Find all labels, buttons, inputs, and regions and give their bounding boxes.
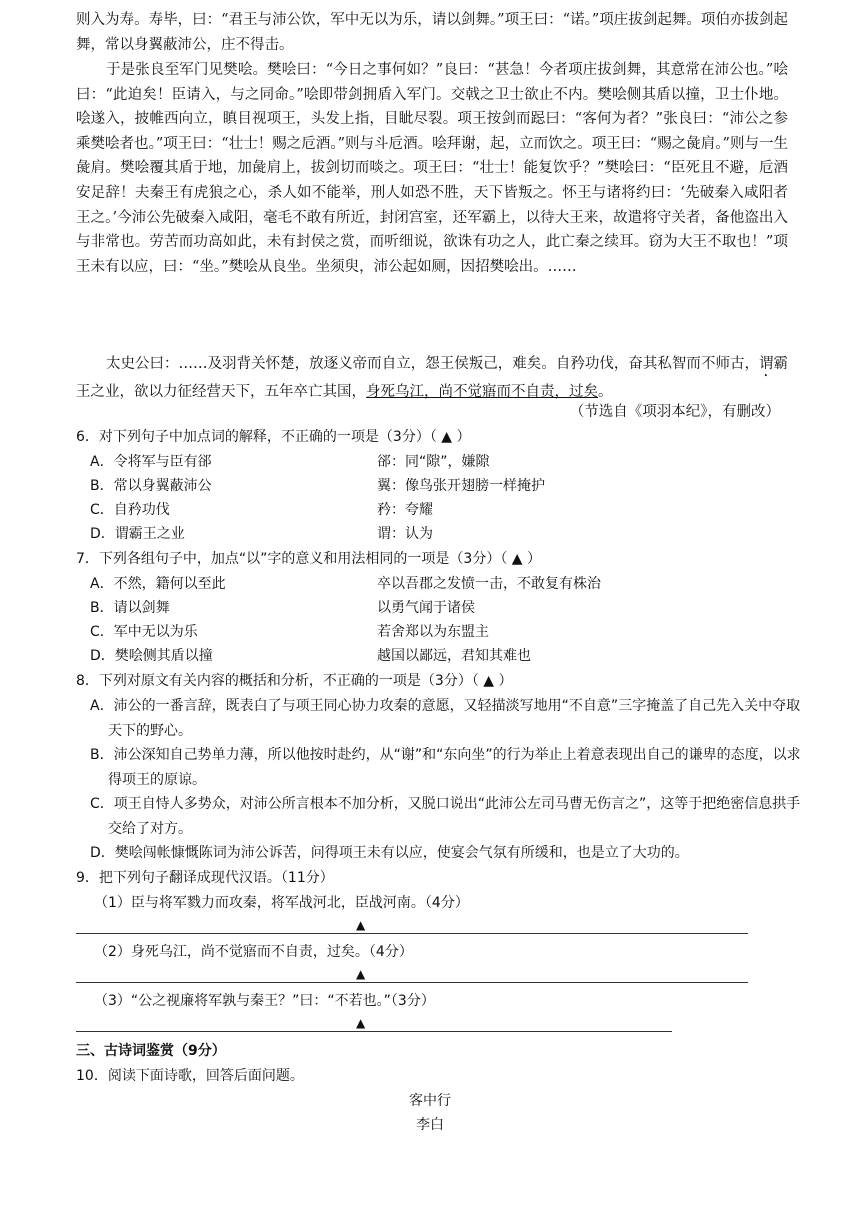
- q8-option-d: D．樊哙闯帐慷慨陈词为沛公诉苦，问得项王未有以应，使宴会气氛有所缓和，也是立了大功的。: [90, 845, 689, 861]
- q7-option-d-pair: 越国以鄙远，君知其难也: [377, 648, 531, 664]
- q8-option-a: A．沛公的一番言辞，既表白了与项王同心协力攻秦的意愿，又轻描淡写地用“不自意”三字掩盖了自己先入关中夺取天下的野心。: [90, 698, 801, 739]
- q7-option-b-pair: 以勇气闻于诸侯: [377, 600, 475, 616]
- p3-mid: 霸王之业，欲以力征经营天下，五年卒亡其国，: [76, 356, 789, 400]
- q9-item-1: （1）臣与将军戮力而攻秦，将军战河北，臣战河南。（4分）: [94, 895, 469, 911]
- q8-option-c: C．项王自恃人多势众，对沛公所言根本不加分析，又脱口说出“此沛公左司马曹无伤言之”，这等于把绝密信息拱手交给了对方。: [90, 796, 801, 837]
- q7-option-a: A．不然，籍何以至此: [90, 576, 226, 592]
- q7-option-c-pair: 若舍郑以为东盟主: [377, 624, 489, 640]
- p3-dotted-wei: 谓: [759, 356, 774, 372]
- q9-item-2: （2）身死乌江，尚不觉寤而不自责，过矣。（4分）: [94, 944, 413, 960]
- q6-option-a-note: 郤：同“隙”，嫌隙: [377, 454, 490, 470]
- poem-author: 李白: [416, 1117, 444, 1133]
- q7-option-a-pair: 卒以吾郡之发愤一击，不敢复有株治: [377, 576, 601, 592]
- p3-end: 。: [598, 384, 613, 400]
- section-3-title: 三、古诗词鉴赏（9分）: [76, 1043, 226, 1059]
- q9-answer-line-3[interactable]: [76, 1031, 672, 1032]
- q9-answer-line-2[interactable]: [76, 982, 748, 983]
- passage-paragraph-2: 于是张良至军门见樊哙。樊哙曰：“今日之事何如？”良曰：“甚急！今者项庄拔剑舞，其意常在沛公也。”哙曰：“此迫矣！臣请入，与之同命。”哙即带剑拥盾入军门。交戟之卫士欲止不内。樊哙侧其盾以撞，卫士仆地。哙遂入，披帷西向立，瞋目视项王，头发上指，目眦尽裂。项王按剑而跽曰：“客何为者？”张良曰：“沛公之参乘樊哙者也。”项王曰：“壮士！赐之卮酒。”则与斗卮酒。哙拜谢，起，立而饮之。项王曰：“赐之彘肩。”则与一生彘肩。樊哙覆其盾于地，加彘肩上，拔剑切而啖之。项王曰：“壮士！能复饮乎？”樊哙曰：“臣死且不避，卮酒安足辞！夫秦王有虎狼之心，杀人如不能举，刑人如恐不胜，天下皆叛之。怀王与诸将约曰：‘先破秦入咸阳者王之。’今沛公先破秦入咸阳，毫毛不敢有所近，封闭宫室，还军霸上，以待大王来，故遣将守关者，备他盗出入与非常也。劳苦而功高如此，未有封侯之赏，而听细说，欲诛有功之人，此亡秦之续耳。窃为大王不取也！”项王未有以应，曰：“坐。”樊哙从良坐。坐须臾，沛公起如厕，因招樊哙出。……: [76, 62, 788, 275]
- poem-title: 客中行: [409, 1093, 451, 1109]
- passage-paragraph-3: [76, 352, 788, 405]
- q6-option-d-note: 谓：认为: [377, 526, 433, 542]
- q9-item-3: （3）“公之视廉将军孰与秦王？”曰：“不若也。”（3分）: [94, 993, 435, 1009]
- q9-answer-mark-3: ▲: [356, 1016, 366, 1030]
- p3-underlined: 身死乌江，尚不觉寤而不自责，过矣: [366, 384, 598, 400]
- q9-answer-mark-2: ▲: [356, 967, 366, 981]
- q7-option-d: D．樊哙侧其盾以撞: [90, 648, 213, 664]
- q7-option-c: C．军中无以为乐: [90, 624, 198, 640]
- q6-option-b-note: 翼：像鸟张开翅膀一样掩护: [377, 478, 545, 494]
- q6-stem: 6．对下列句子中加点词的解释，不正确的一项是（3分）（ ▲ ）: [76, 429, 471, 445]
- passage-paragraph-1: 则入为寿。寿毕，曰：“君王与沛公饮，军中无以为乐，请以剑舞。”项王曰：“诺。”项庄拔剑起舞。项伯亦拔剑起舞，常以身翼蔽沛公，庄不得击。: [76, 12, 788, 53]
- q8-option-b: B．沛公深知自己势单力薄，所以他按时赴约，从“谢”和“东向坐”的行为举止上着意表现出自己的谦卑的态度，以求得项王的原谅。: [90, 747, 801, 788]
- q6-option-c-note: 矜：夸耀: [377, 502, 433, 518]
- p3-pre: 太史公曰：……及羽背关怀楚，放逐义帝而自立，怨王侯叛己，难矣。自矜功伐，奋其私智而不师古，: [106, 356, 759, 372]
- q9-stem: 9．把下列句子翻译成现代汉语。（11分）: [76, 870, 334, 886]
- q8-stem: 8．下列对原文有关内容的概括和分析，不正确的一项是（3分）（ ▲ ）: [76, 673, 513, 689]
- q6-option-d: D．谓霸王之业: [90, 526, 185, 542]
- q7-option-b: B．请以剑舞: [90, 600, 170, 616]
- q6-option-c: C．自矜功伐: [90, 502, 170, 518]
- q9-answer-line-1[interactable]: [76, 933, 748, 934]
- q6-option-a: A．令将军与臣有郤: [90, 454, 212, 470]
- q7-stem: 7．下列各组句子中，加点“以”字的意义和用法相同的一项是（3分）（ ▲ ）: [76, 551, 541, 567]
- q9-answer-mark-1: ▲: [356, 918, 366, 932]
- q6-option-b: B．常以身翼蔽沛公: [90, 478, 212, 494]
- passage-source: （节选自《项羽本纪》，有删改）: [569, 404, 780, 420]
- q10-stem: 10．阅读下面诗歌，回答后面问题。: [76, 1068, 304, 1084]
